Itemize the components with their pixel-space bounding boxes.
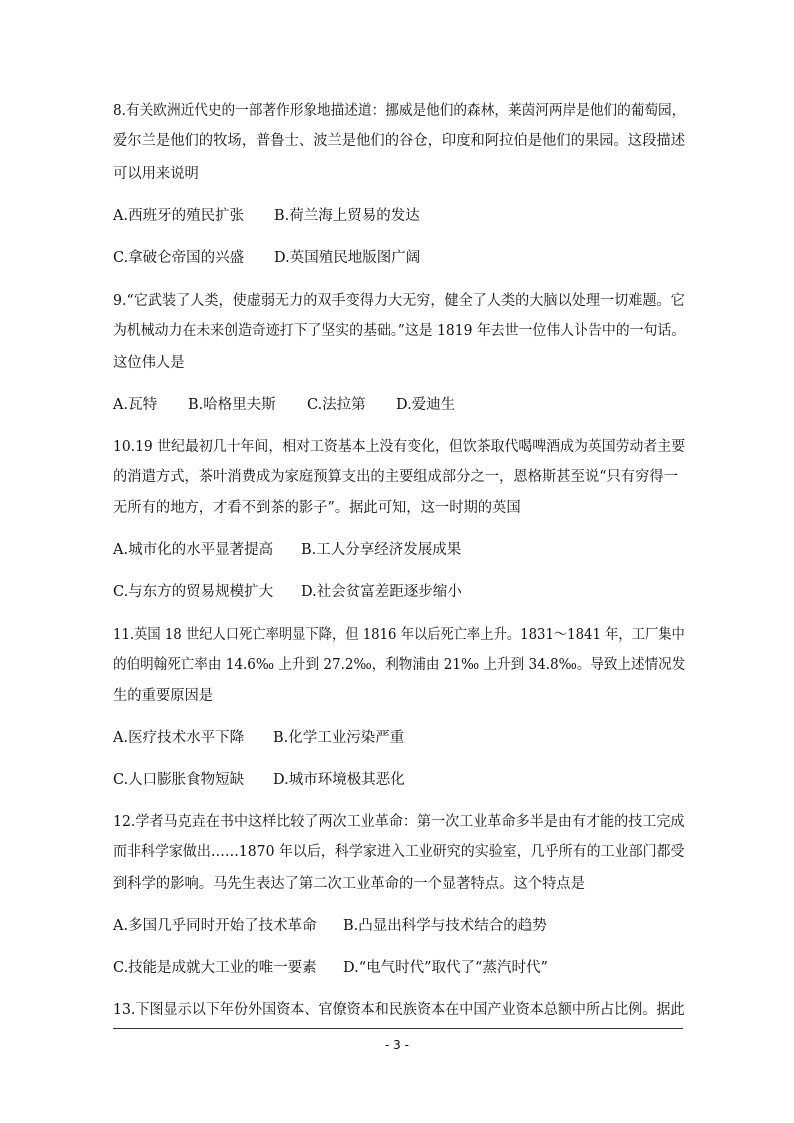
q10-option-b: B.工人分享经济发展成果	[301, 542, 462, 558]
q12-option-d: D.“电气时代”取代了“蒸汽时代”	[343, 960, 548, 976]
q9-stem-line-2: 为机械动力在未来创造奇迹打下了坚实的基础。”这是 1819 年去世一位伟人讣告中的一句话。	[113, 323, 686, 339]
q12-options-row-1	[113, 916, 547, 936]
q10-option-c: C.与东方的贸易规模扩大	[113, 584, 274, 600]
q8-options-row-2	[113, 248, 420, 268]
q10-stem-line-2: 的消遣方式，茶叶消费成为家庭预算支出的主要组成部分之一，恩格斯甚至说“只有穷得一	[113, 469, 679, 485]
q9-option-b: B.哈格里夫斯	[188, 397, 276, 413]
q10-stem-line-3: 无所有的地方，才看不到茶的影子”。据此可知，这一时期的英国	[113, 500, 521, 516]
q11-stem-line-1: 11.英国 18 世纪人口死亡率明显下降，但 1816 年以后死亡率上升。1831～1841 年，工厂集中	[113, 627, 685, 643]
q9-option-d: D.爱迪生	[396, 397, 456, 413]
q8-stem-line-2: 爱尔兰是他们的牧场，普鲁士、波兰是他们的谷仓，印度和阿拉伯是他们的果园。这段描述	[113, 133, 685, 149]
page-number: - 3 -	[385, 1038, 409, 1052]
q9-options-row	[113, 395, 455, 415]
q8-options-row-1	[113, 206, 420, 226]
q8-stem-line-1: 8.有关欧洲近代史的一部著作形象地描述道：挪威是他们的森林，莱茵河两岸是他们的葡萄园，	[113, 103, 686, 119]
q9-stem-line-1: 9.“它武装了人类，使虚弱无力的双手变得力大无穷，健全了人类的大脑以处理一切难题。它	[113, 293, 685, 309]
q11-stem-line-2: 的伯明翰死亡率由 14.6‰ 上升到 27.2‰，利物浦由 21‰ 上升到 34.8‰。导致上述情况发	[113, 657, 686, 673]
q12-stem-line-2: 而非科学家做出……1870 年以后，科学家进入工业研究的实验室，几乎所有的工业部门都受	[113, 844, 685, 860]
q8-option-d: D.英国殖民地版图广阔	[274, 250, 421, 266]
q8-option-b: B.荷兰海上贸易的发达	[274, 208, 420, 224]
q12-stem-line-3: 到科学的影响。马先生表达了第二次工业革命的一个显著特点。这个特点是	[113, 876, 585, 892]
q8-option-c: C.拿破仑帝国的兴盛	[113, 250, 245, 266]
q12-option-c: C.技能是成就大工业的唯一要素	[113, 960, 317, 976]
q10-options-row-2	[113, 582, 462, 602]
q12-stem-line-1: 12.学者马克垚在书中这样比较了两次工业革命：第一次工业革命多半是由有才能的技工完成	[113, 814, 685, 830]
q8-stem-line-3: 可以用来说明	[113, 166, 199, 182]
q10-stem-line-1: 10.19 世纪最初几十年间，相对工资基本上没有变化，但饮茶取代喝啤酒成为英国劳动者主要	[113, 439, 686, 455]
footer-divider	[113, 1028, 683, 1029]
q9-option-a: A.瓦特	[113, 397, 158, 413]
q9-option-c: C.法拉第	[307, 397, 366, 413]
q13-stem-line-1: 13.下图显示以下年份外国资本、官僚资本和民族资本在中国产业资本总额中所占比例。据此	[113, 1002, 685, 1018]
q11-option-b: B.化学工业污染严重	[273, 730, 405, 746]
q11-stem-line-3: 生的重要原因是	[113, 688, 214, 704]
q10-option-d: D.社会贫富差距逐步缩小	[301, 584, 462, 600]
q11-options-row-1	[113, 728, 404, 748]
q10-option-a: A.城市化的水平显著提高	[113, 542, 274, 558]
q12-option-b: B.凸显出科学与技术结合的趋势	[343, 918, 547, 934]
q9-stem-line-3: 这位伟人是	[113, 355, 185, 371]
q11-option-c: C.人口膨胀食物短缺	[113, 772, 245, 788]
q12-option-a: A.多国几乎同时开始了技术革命	[113, 918, 317, 934]
q8-option-a: A.西班牙的殖民扩张	[113, 208, 245, 224]
q11-options-row-2	[113, 770, 405, 790]
q11-option-d: D.城市环境极其恶化	[273, 772, 405, 788]
q12-options-row-2	[113, 958, 548, 978]
q11-option-a: A.医疗技术水平下降	[113, 730, 245, 746]
q10-options-row-1	[113, 540, 461, 560]
